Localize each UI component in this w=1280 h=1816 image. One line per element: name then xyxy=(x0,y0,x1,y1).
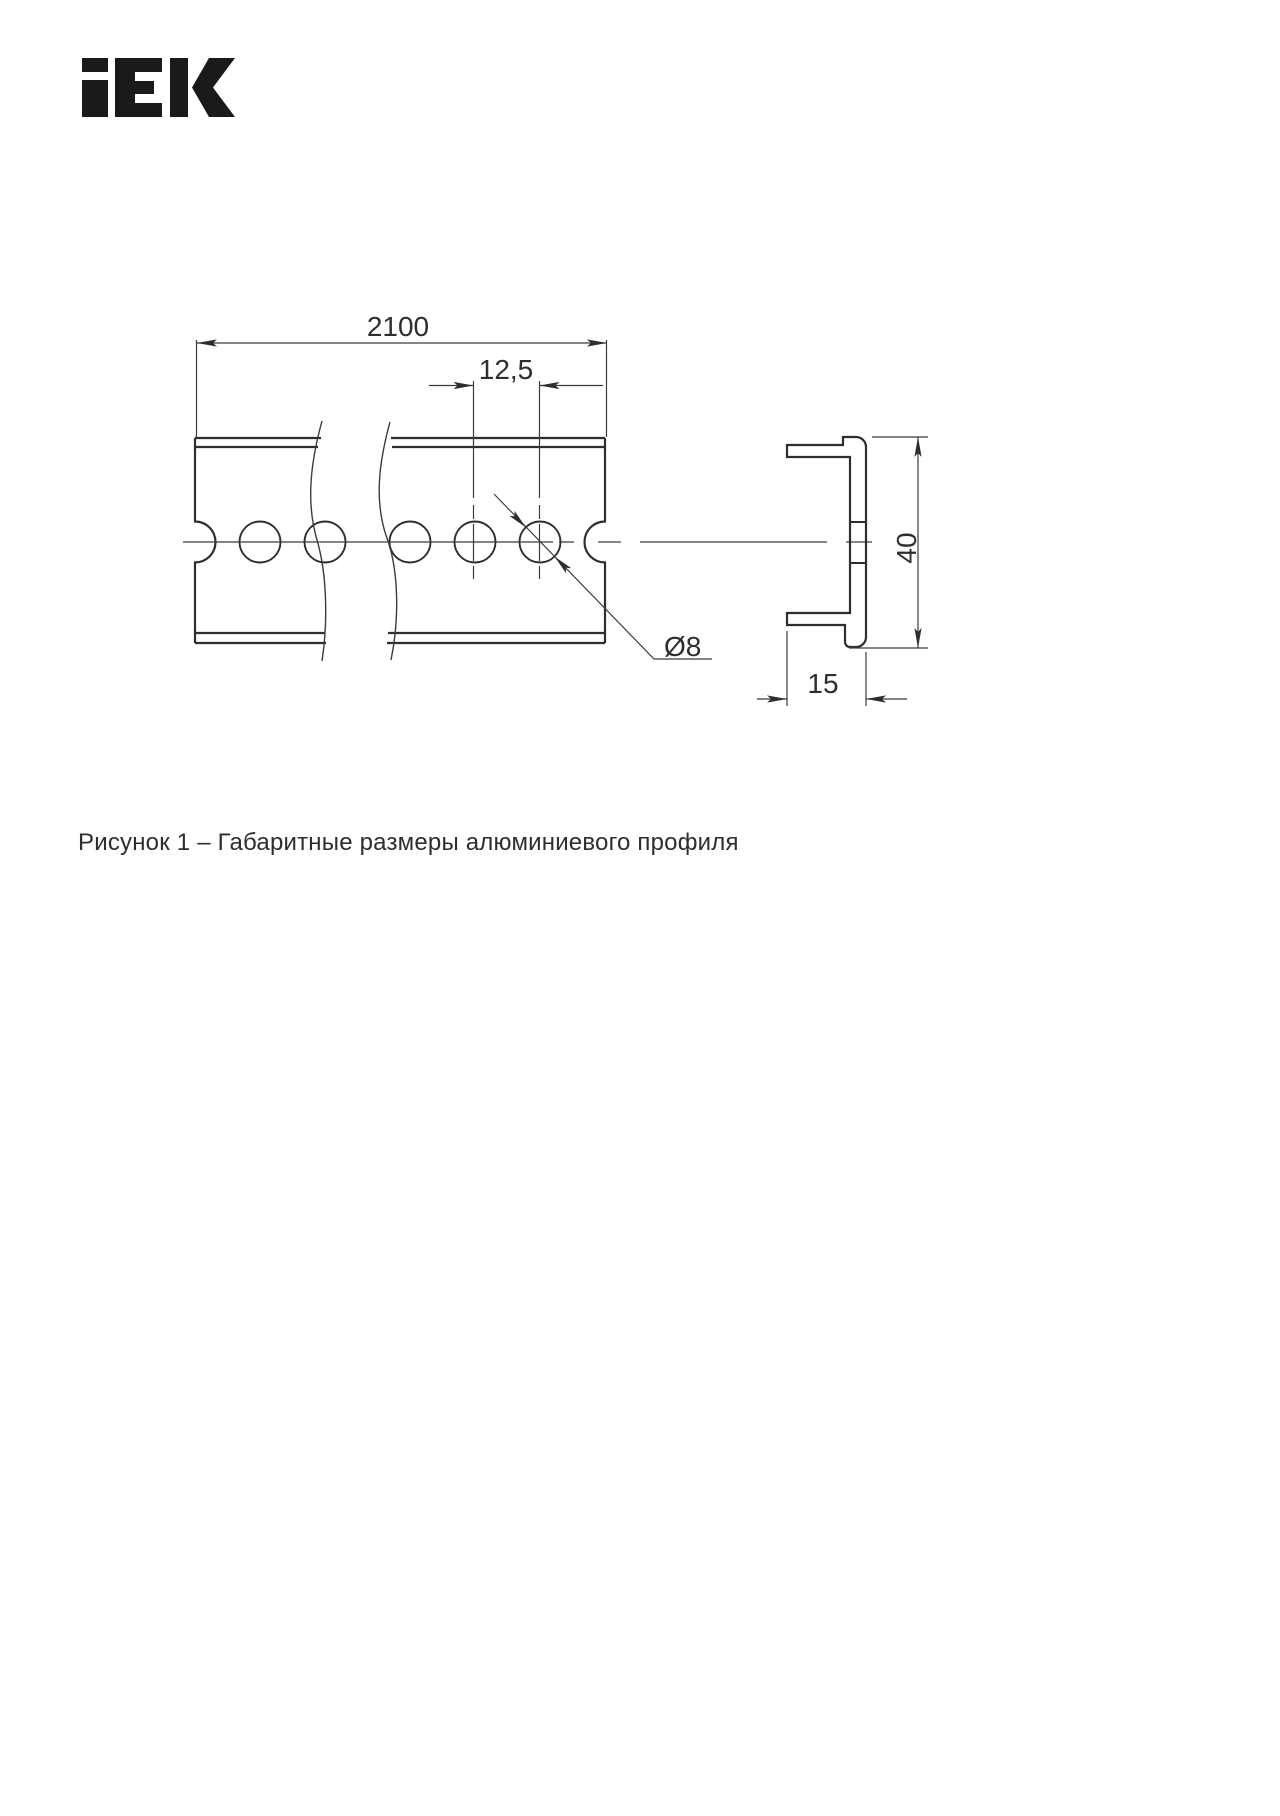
length-label: 2100 xyxy=(366,311,430,342)
height-label: 40 xyxy=(891,532,922,564)
extension-lines xyxy=(197,340,607,437)
front-left-edge xyxy=(195,438,215,643)
arrowhead xyxy=(509,511,526,528)
break-line xyxy=(311,421,326,661)
dimension-depth xyxy=(757,631,907,706)
center-lines xyxy=(183,381,872,579)
dimension-hole-pitch xyxy=(429,354,603,389)
front-top-edge xyxy=(195,438,605,447)
break-line xyxy=(379,422,396,660)
front-right-edge xyxy=(585,438,606,643)
depth-label: 15 xyxy=(807,668,839,699)
front-bottom-edge xyxy=(195,633,605,643)
hole-pitch-label: 12,5 xyxy=(478,354,534,385)
front-view xyxy=(195,421,605,661)
hole-diameter-label: Ø8 xyxy=(664,631,702,662)
dimension-hole-diameter xyxy=(494,494,712,662)
dimension-length xyxy=(197,311,608,437)
figure-caption: Рисунок 1 – Габаритные размеры алюминиевого профиля xyxy=(78,829,739,856)
